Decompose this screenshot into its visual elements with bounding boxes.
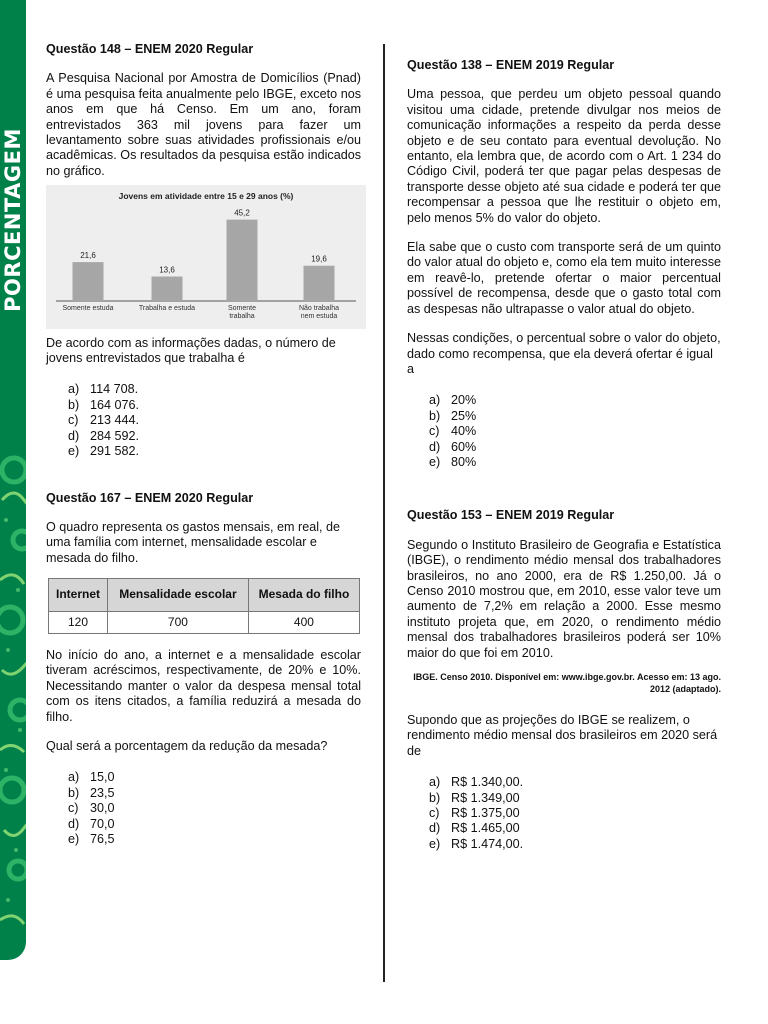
question-prompt: De acordo com as informações dadas, o número de jovens entrevistados que trabalha é — [46, 335, 336, 366]
option-letter: d) — [429, 439, 441, 454]
right-column — [407, 58, 721, 852]
column-divider — [383, 44, 385, 982]
question-138 — [407, 58, 721, 470]
option-text: R$ 1.474,00. — [451, 836, 524, 851]
table-row — [49, 611, 360, 633]
option-item — [429, 775, 721, 790]
option-letter: a) — [429, 393, 441, 408]
option-letter: c) — [68, 801, 79, 816]
table-cell: 700 — [108, 611, 249, 633]
option-text: R$ 1.375,00 — [451, 806, 520, 821]
question-text-2: Ela sabe que o custo com transporte será de um quinto do valor atual do objeto e, como ela tem muito interesse em reavê-lo, pretende ofertar o maior percentual possível de recompensa, desde que o gasto total com as despesas não ultrapasse o valor atual do objeto. — [407, 240, 721, 316]
option-text: 80% — [451, 454, 477, 469]
option-text: 70,0 — [90, 816, 115, 831]
chart-svg — [46, 185, 366, 329]
chart-bar — [73, 262, 104, 301]
option-item — [68, 817, 361, 832]
chart-value-label: 13,6 — [159, 265, 175, 275]
option-text: 30,0 — [90, 801, 115, 816]
option-text: 114 708. — [90, 382, 139, 397]
options-list — [407, 775, 721, 852]
option-letter: d) — [68, 428, 80, 443]
question-153 — [407, 508, 721, 852]
option-text: R$ 1.465,00 — [451, 821, 520, 836]
table-cell: 400 — [248, 611, 359, 633]
expenses-table-wrap — [48, 578, 361, 634]
option-item — [68, 382, 361, 397]
question-167 — [46, 491, 361, 848]
option-item — [68, 429, 361, 444]
option-text: R$ 1.340,00. — [451, 775, 524, 790]
options-list — [46, 770, 361, 847]
chart-category-label: Somente trabalha — [227, 305, 257, 321]
sidebar — [0, 0, 26, 960]
table-cell: 120 — [49, 611, 108, 633]
expenses-table — [48, 578, 360, 634]
question-prompt: Qual será a porcentagem da redução da mesada? — [46, 738, 328, 753]
question-title: Questão 138 – ENEM 2019 Regular — [407, 58, 615, 72]
option-item — [68, 786, 361, 801]
options-list — [407, 393, 721, 470]
option-item — [68, 801, 361, 816]
option-text: 60% — [451, 439, 477, 454]
option-text: 20% — [451, 393, 477, 408]
option-item — [429, 393, 721, 408]
option-item — [429, 806, 721, 821]
option-item — [429, 821, 721, 836]
question-title: Questão 167 – ENEM 2020 Regular — [46, 490, 254, 505]
left-column — [46, 42, 361, 847]
chart-bar — [227, 220, 258, 301]
question-prompt: Nessas condições, o percentual sobre o valor do objeto, dado como recompensa, que ela deverá ofertar é igual a — [407, 331, 721, 376]
sidebar-title-wrap — [0, 130, 26, 310]
option-letter: e) — [429, 836, 441, 851]
option-item — [68, 444, 361, 459]
chart-category-label: Trabalha e estuda — [138, 305, 196, 313]
option-item — [429, 424, 721, 439]
option-text: 23,5 — [90, 785, 115, 800]
sidebar-title: PORCENTAGEM — [1, 128, 26, 312]
option-letter: e) — [429, 454, 441, 469]
options-list — [46, 382, 361, 459]
option-item — [429, 455, 721, 470]
option-text: 213 444. — [90, 413, 140, 428]
option-text: 76,5 — [90, 832, 115, 846]
question-text-2: No início do ano, a internet e a mensalidade escolar tiveram acréscimos, respectivamente, de 20% e 10%. Necessitando manter o valor da despesa mensal total com os itens citados, a família reduzirá a mesada do filho. — [46, 647, 361, 724]
option-letter: a) — [429, 775, 441, 790]
source-citation: IBGE. Censo 2010. Disponível em: www.ibge.gov.br. Acesso em: 13 ago. 2012 (adaptado). — [413, 672, 721, 694]
table-header: Internet — [49, 579, 108, 611]
option-item — [68, 832, 361, 847]
option-text: 25% — [451, 408, 477, 423]
table-header-row — [49, 579, 360, 611]
option-item — [429, 837, 721, 852]
question-text: Segundo o Instituto Brasileiro de Geografia e Estatística (IBGE), o rendimento médio mensal dos trabalhadores brasileiros, no ano 2000, era de R$ 1.250,00. Já o Censo 2010 mostrou que, em 2010, esse valor teve um aumento de 7,2% em relação a 2000. Esse mesmo instituto projeta que, em 2020, o rendimento médio mensal dos trabalhadores brasileiros poderá ser 10% maior do que foi em 2010. — [407, 537, 721, 660]
option-letter: b) — [68, 785, 80, 800]
option-letter: a) — [68, 382, 80, 397]
table-header: Mensalidade escolar — [108, 579, 249, 611]
question-text: O quadro representa os gastos mensais, em real, de uma família com internet, mensalidade escolar e mesada do filho. — [46, 519, 341, 565]
chart-title: Jovens em atividade entre 15 e 29 anos (%) — [118, 191, 294, 202]
question-148 — [46, 42, 361, 460]
option-text: 291 582. — [90, 444, 140, 459]
option-letter: b) — [429, 408, 441, 423]
option-item — [429, 409, 721, 424]
question-text: Uma pessoa, que perdeu um objeto pessoal quando visitou uma cidade, pretende divulgar nos meios de comunicação informações a respeito da perda desse objeto e de seu contato para eventual devolução. No entanto, ela lembra que, de acordo com o Art. 1 234 do Código Civil, poderá ter que pagar pelas despesas de transporte desse objeto até sua cidade e poderá ter que recompensar a pessoa que lhe restituir o objeto em, pelo menos 5% do valor do objeto. — [407, 87, 721, 225]
option-letter: d) — [68, 816, 80, 831]
option-text: 15,0 — [90, 770, 115, 785]
option-item — [429, 440, 721, 455]
option-letter: c) — [429, 424, 440, 439]
option-letter: a) — [68, 770, 80, 785]
option-item — [429, 791, 721, 806]
chart-value-label: 45,2 — [234, 208, 250, 218]
option-letter: c) — [68, 413, 79, 428]
chart-category-label: Somente estuda — [62, 305, 114, 313]
option-letter: e) — [68, 832, 80, 846]
question-title: Questão 153 – ENEM 2019 Regular — [407, 508, 615, 523]
option-text: 284 592. — [90, 428, 140, 443]
option-text: 40% — [451, 424, 477, 439]
chart-category-label: Não trabalha nem estuda — [298, 305, 340, 321]
chart-value-label: 19,6 — [311, 254, 327, 264]
decorative-pattern — [0, 430, 26, 950]
question-title: Questão 148 – ENEM 2020 Regular — [46, 42, 254, 56]
bar-chart — [46, 185, 366, 333]
chart-value-label: 21,6 — [80, 251, 96, 261]
option-text: 164 076. — [90, 397, 140, 412]
option-letter: e) — [68, 444, 80, 459]
option-item — [68, 770, 361, 785]
option-letter: d) — [429, 821, 441, 836]
table-header: Mesada do filho — [248, 579, 359, 611]
question-text: A Pesquisa Nacional por Amostra de Domicílios (Pnad) é uma pesquisa feita anualmente pelo IBGE, exceto nos anos em que há Censo. Em um ano, foram entrevistados 363 mil jovens para fazer um levantamento sobre suas atividades profissionais e/ou acadêmicas. Os resultados da pesquisa estão indicados no gráfico. — [46, 71, 361, 178]
option-item — [68, 413, 361, 428]
question-prompt: Supondo que as projeções do IBGE se realizem, o rendimento médio mensal dos brasileiros em 2020 será de — [407, 713, 718, 758]
chart-bar — [152, 277, 183, 301]
option-text: R$ 1.349,00 — [451, 790, 520, 805]
option-letter: b) — [68, 397, 80, 412]
option-item — [68, 398, 361, 413]
chart-bar — [304, 266, 335, 301]
option-letter: b) — [429, 790, 441, 805]
option-letter: c) — [429, 806, 440, 821]
